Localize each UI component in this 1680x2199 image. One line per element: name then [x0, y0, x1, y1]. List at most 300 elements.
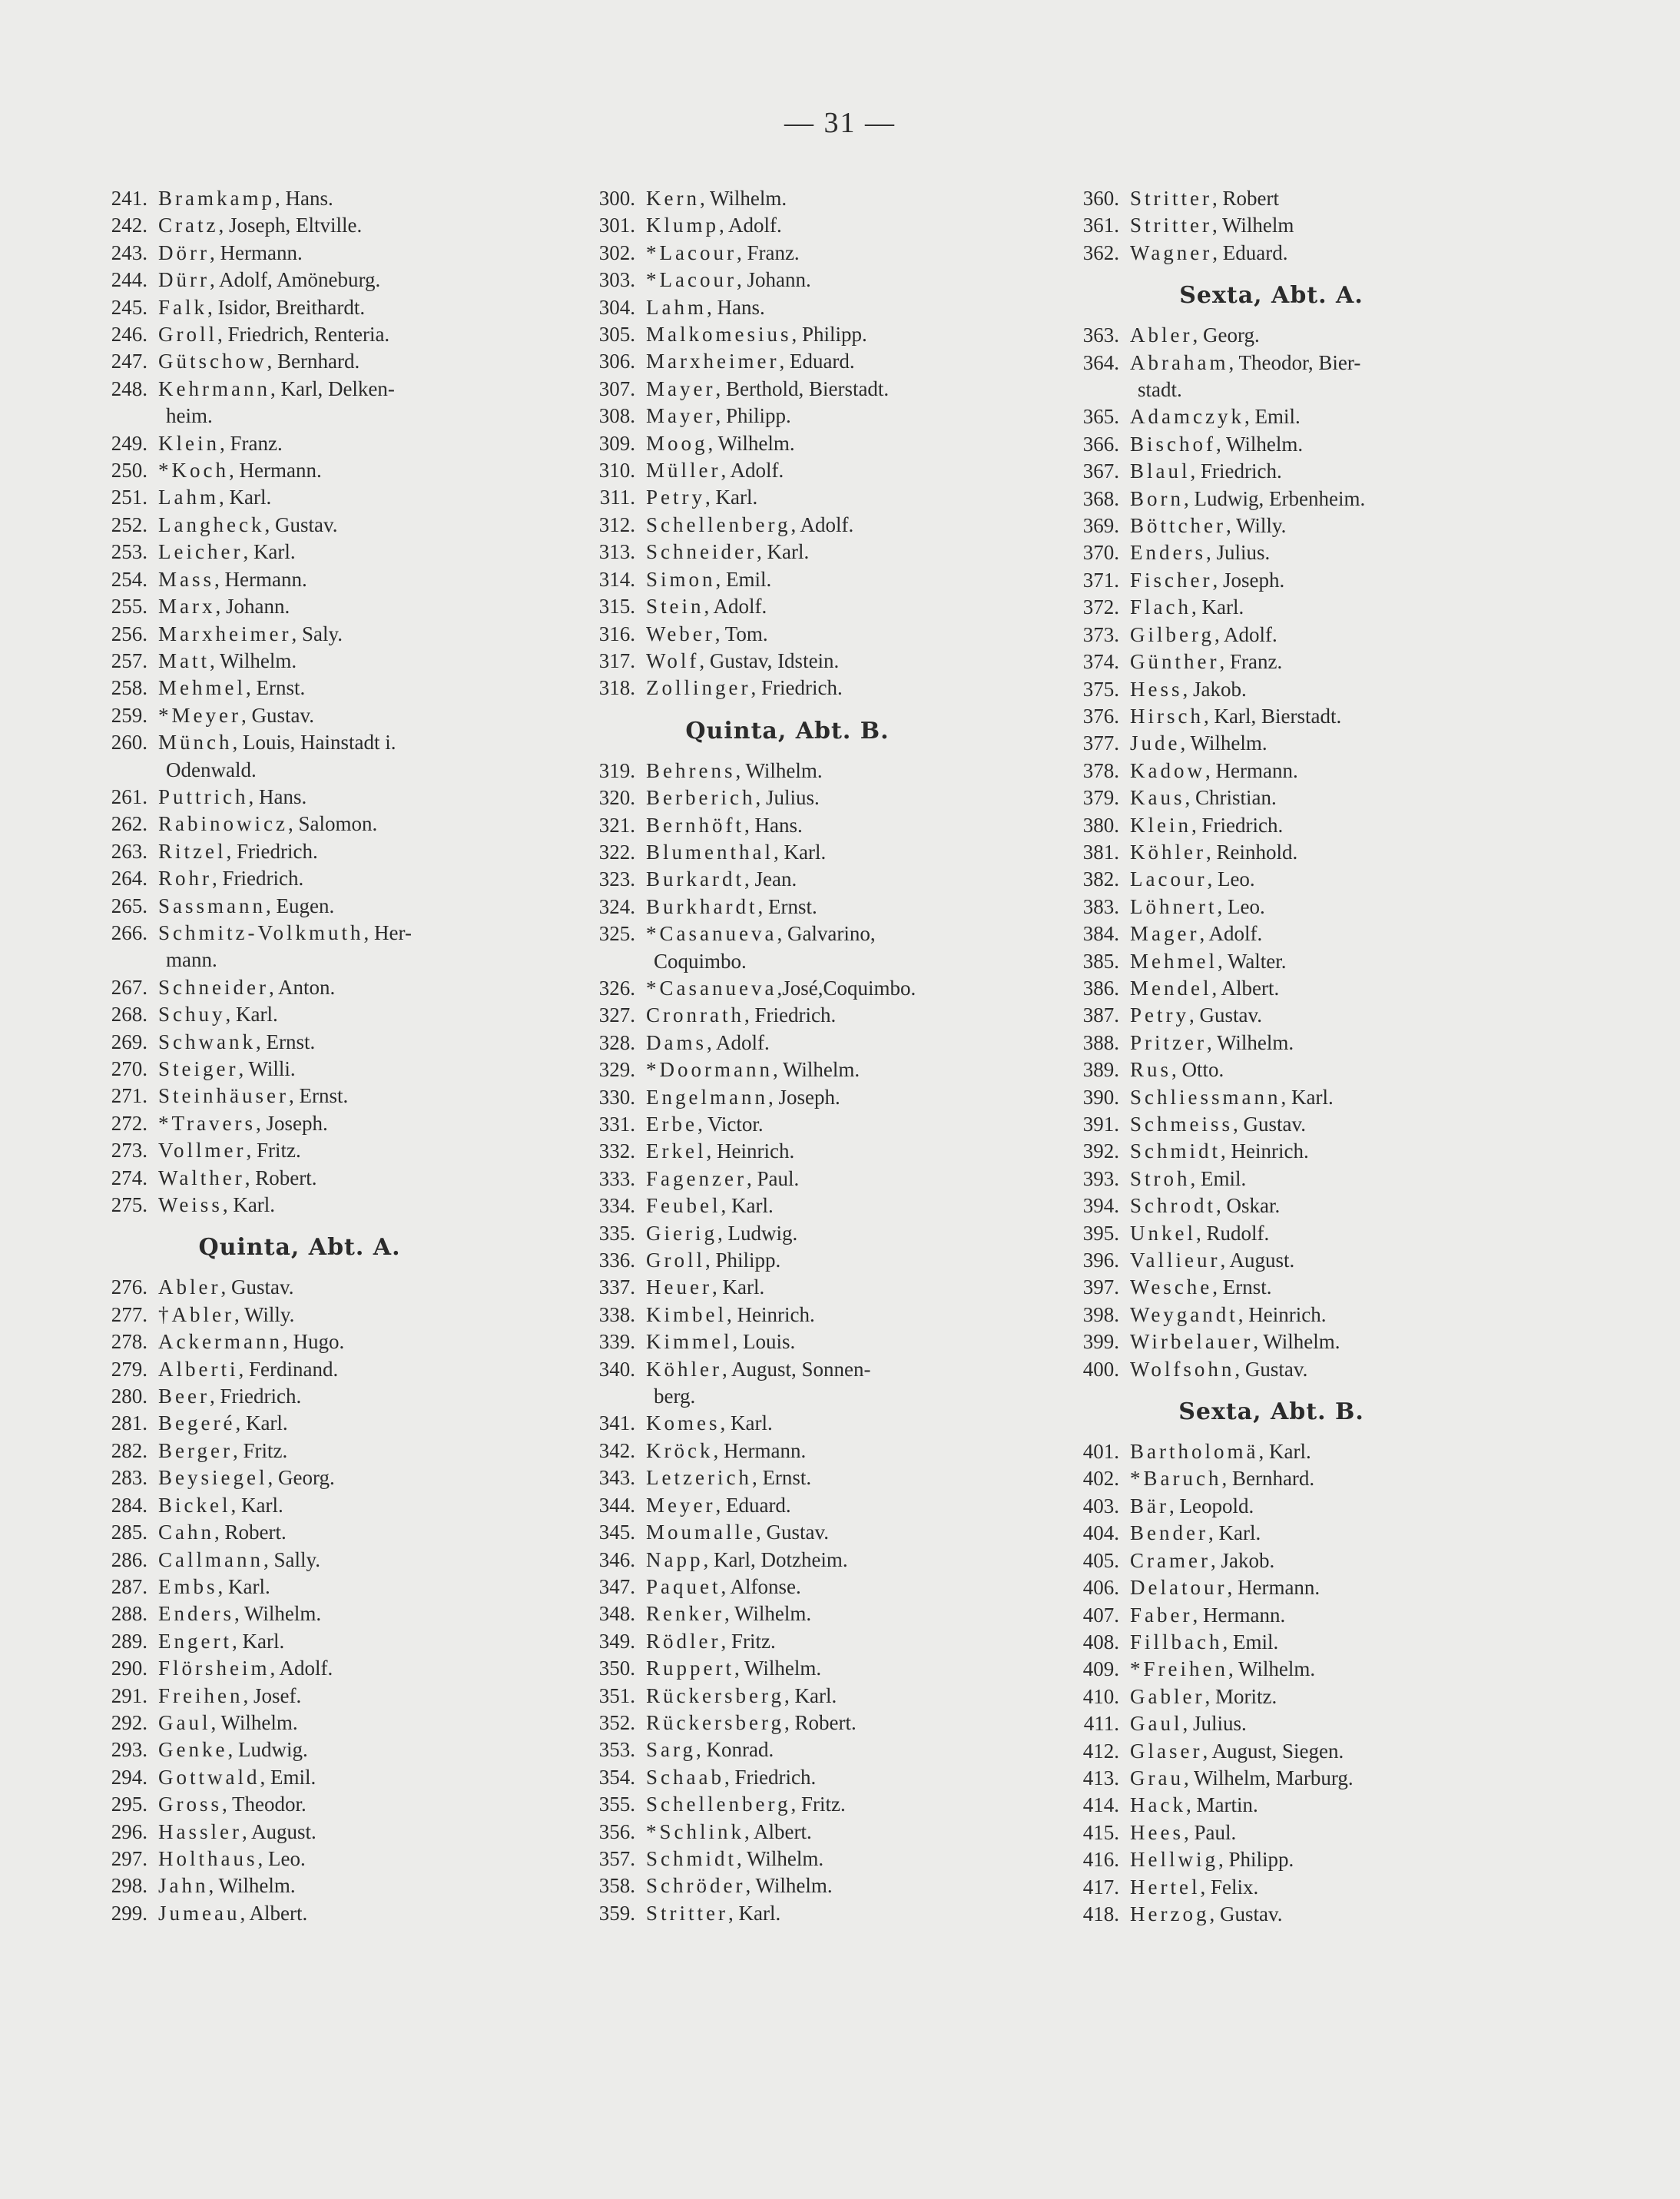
list-item: [84, 1464, 515, 1491]
entry-surname: Blaul: [1130, 459, 1191, 483]
entry-surname: Moog: [646, 431, 708, 455]
entry-number: 376.: [1082, 704, 1119, 728]
list-item: [1056, 1846, 1486, 1873]
list-item: [84, 376, 515, 403]
list-item: [84, 1600, 515, 1627]
entry-number: 312.: [598, 512, 635, 536]
entry-surname: Leicher: [158, 540, 244, 564]
list-item: [84, 1900, 515, 1927]
list-item: [572, 593, 1002, 620]
entry-surname: Groll: [158, 323, 217, 347]
list-item: [84, 1628, 515, 1655]
list-item: [572, 539, 1002, 566]
entry-details: , Wilhelm.: [737, 1846, 824, 1870]
entry-number: 373.: [1082, 622, 1119, 646]
entry-surname: Rückersberg: [646, 1710, 784, 1734]
list-item: [1056, 758, 1486, 784]
entry-details: , Wilhelm, Marburg.: [1183, 1766, 1354, 1789]
entry-surname: Adamczyk: [1130, 405, 1244, 429]
entry-details: , Robert.: [784, 1710, 857, 1734]
list-item: [84, 1872, 515, 1899]
entry-number: 387.: [1082, 1003, 1119, 1027]
entry-number: 357.: [598, 1846, 635, 1870]
entry-details: , Friedrich.: [226, 839, 318, 863]
entry-number: 382.: [1082, 867, 1119, 891]
list-item: [1056, 350, 1486, 376]
entry-details: , Ferdinand.: [238, 1357, 339, 1381]
entry-number: 297.: [111, 1846, 147, 1870]
entry-surname: Löhnert: [1130, 894, 1218, 918]
entry-details: , Anton.: [268, 975, 336, 999]
list-item: [1056, 1901, 1486, 1928]
entry-details: , Heinrich.: [1221, 1139, 1309, 1163]
entry-details: , Hermann.: [1204, 758, 1298, 782]
list-item: [572, 894, 1002, 920]
entry-details: , Ludwig.: [227, 1738, 308, 1762]
entry-surname: Ritzel: [158, 839, 227, 863]
entry-number: 403.: [1082, 1494, 1119, 1517]
list-item: [1056, 1166, 1486, 1192]
entry-surname: Napp: [646, 1547, 704, 1571]
entry-details: , Gustav.: [240, 703, 314, 727]
entry-surname: Groll: [646, 1249, 705, 1272]
list-item: [84, 1356, 515, 1383]
entry-number: 349.: [598, 1629, 635, 1653]
entry-number: 372.: [1082, 595, 1119, 619]
entry-number: 380.: [1082, 813, 1119, 837]
entry-details: , Wilhelm.: [208, 1874, 296, 1898]
entry-number: 296.: [111, 1819, 147, 1843]
entry-surname: Wesche: [1130, 1275, 1213, 1299]
entry-surname: Renker: [646, 1602, 724, 1626]
entry-details: , Adolf.: [1214, 622, 1277, 646]
list-item: [572, 294, 1002, 321]
entry-surname: Kadow: [1130, 758, 1205, 782]
list-item: [572, 1683, 1002, 1710]
entry-surname: *Casanueva: [646, 922, 777, 946]
entry-details: , Joseph, Eltville.: [218, 214, 363, 237]
entry-surname: Gütschow: [158, 350, 267, 373]
entry-details: , Jakob.: [1182, 677, 1247, 701]
entry-surname: Marx: [158, 595, 216, 619]
entry-number: 347.: [598, 1574, 635, 1598]
entry-surname: Grau: [1130, 1766, 1184, 1789]
list-item: [84, 1791, 515, 1818]
entry-details: , Friedrich.: [212, 867, 304, 891]
list-item: [572, 784, 1002, 811]
list-item: [572, 1356, 1002, 1383]
entry-details: , Ernst.: [245, 676, 306, 700]
entry-details: , Moritz.: [1204, 1684, 1277, 1708]
entry-surname: Paquet: [646, 1574, 721, 1598]
entry-details: , Ernst.: [1212, 1275, 1272, 1299]
entry-surname: Unkel: [1130, 1221, 1196, 1245]
entry-surname: Schmeiss: [1130, 1113, 1234, 1136]
list-item: [84, 1846, 515, 1872]
entry-details: , Karl, Delken-: [270, 376, 395, 400]
entry-details: , Leo.: [1207, 867, 1255, 891]
list-item: [572, 758, 1002, 784]
list-item: [1056, 486, 1486, 512]
entry-details: , Wilhelm: [1212, 214, 1294, 237]
entry-surname: Berberich: [646, 786, 756, 810]
entry-surname: Mehmel: [158, 676, 246, 700]
entry-surname: Abler: [158, 1275, 221, 1299]
list-item: [1056, 567, 1486, 594]
list-item: [572, 1872, 1002, 1899]
entry-details: , Adolf.: [721, 459, 784, 483]
entry-details: , August.: [1220, 1249, 1295, 1272]
entry-details: , Emil.: [1244, 405, 1301, 429]
entry-number: 243.: [111, 240, 147, 264]
entry-details: , Friedrich.: [724, 1765, 817, 1789]
entry-number: 310.: [598, 459, 635, 483]
entry-number: 286.: [111, 1547, 147, 1571]
entry-number: 405.: [1082, 1548, 1119, 1572]
entry-surname: Hirsch: [1130, 704, 1204, 728]
list-item: [572, 1846, 1002, 1872]
list-item: [572, 1492, 1002, 1519]
entry-details: , Wilhelm.: [210, 648, 297, 672]
entry-number: 280.: [111, 1385, 147, 1408]
entry-surname: Jumeau: [158, 1901, 240, 1925]
entry-surname: Bischof: [1130, 432, 1216, 456]
section-heading: Quinta, Abt. B.: [685, 717, 890, 745]
entry-number: 256.: [111, 622, 147, 645]
list-item: [84, 729, 515, 756]
entry-surname: Puttrich: [158, 784, 249, 808]
entry-surname: Flach: [1130, 595, 1191, 619]
list-item: [572, 267, 1002, 294]
entry-number: 336.: [598, 1249, 635, 1272]
list-item: [572, 1736, 1002, 1763]
list-item: [572, 1410, 1002, 1437]
entry-number: 417.: [1082, 1875, 1119, 1899]
list-item: [572, 484, 1002, 511]
list-item: [1056, 622, 1486, 648]
list-item: [572, 920, 1002, 947]
entry-surname: Münch: [158, 731, 233, 755]
entry-number: 337.: [598, 1275, 635, 1299]
list-item: [84, 1438, 515, 1464]
entry-number: 309.: [598, 431, 635, 455]
list-item: [1056, 1738, 1486, 1765]
entry-surname: Steiger: [158, 1057, 239, 1080]
list-item: [572, 1056, 1002, 1083]
entry-number: 273.: [111, 1139, 147, 1163]
entry-number: 359.: [598, 1901, 635, 1925]
entry-details: , Sally.: [263, 1547, 320, 1571]
entry-details: , Wilhelm.: [734, 1657, 822, 1680]
list-item: [572, 975, 1002, 1002]
list-item: [84, 294, 515, 321]
entry-details: , Wilhelm.: [1180, 731, 1267, 755]
entry-surname: Klump: [646, 214, 720, 237]
entry-details: , Karl.: [756, 540, 810, 564]
list-item: [1056, 1465, 1486, 1492]
entry-surname: Schellenberg: [646, 1793, 791, 1816]
entry-details: , Wilhelm.: [1206, 1030, 1294, 1054]
list-item: [572, 1247, 1002, 1274]
entry-number: 295.: [111, 1793, 147, 1816]
entry-details: , Friedrich, Renteria.: [217, 323, 390, 347]
entry-number: 360.: [1082, 187, 1119, 210]
entry-number: 248.: [111, 376, 147, 400]
entry-number: 345.: [598, 1521, 635, 1544]
entry-details: , Philipp.: [715, 404, 791, 428]
entry-details: , Fritz.: [246, 1139, 301, 1163]
entry-surname: Klein: [158, 431, 220, 455]
entry-number: 319.: [598, 758, 635, 782]
entry-details: , August, Siegen.: [1202, 1739, 1344, 1763]
entry-number: 340.: [598, 1357, 635, 1381]
list-item: [1056, 1002, 1486, 1029]
entry-surname: Ackermann: [158, 1330, 283, 1354]
entry-surname: *Baruch: [1130, 1467, 1222, 1491]
entry-number: 379.: [1082, 786, 1119, 810]
entry-details: , Leo.: [1217, 894, 1265, 918]
list-item: [1056, 1328, 1486, 1355]
entry-details: , Fritz.: [721, 1629, 776, 1653]
entry-surname: Köhler: [1130, 840, 1206, 864]
entry-number: 305.: [598, 323, 635, 347]
list-item: [1056, 1710, 1486, 1737]
entry-number: 314.: [598, 567, 635, 591]
entry-number: 320.: [598, 786, 635, 810]
entry-number: 316.: [598, 622, 635, 645]
entry-number: 313.: [598, 540, 635, 564]
entry-surname: Gaul: [1130, 1712, 1183, 1736]
entry-surname: Gierig: [646, 1221, 717, 1245]
entry-details: , Karl.: [218, 486, 272, 509]
entry-number: 303.: [598, 268, 635, 292]
list-item: [84, 430, 515, 457]
entry-number: 292.: [111, 1710, 147, 1734]
entry-number: 381.: [1082, 840, 1119, 864]
entry-details: , Hermann.: [1227, 1576, 1320, 1600]
entry-surname: Marxheimer: [646, 350, 780, 373]
entry-details: , Theodor.: [222, 1793, 307, 1816]
entry-details: , Karl.: [231, 1629, 285, 1653]
list-item: [84, 457, 515, 484]
entry-details: , Franz.: [1219, 650, 1283, 674]
entry-number: 348.: [598, 1602, 635, 1626]
entry-details: , Wilhelm.: [745, 1874, 833, 1898]
entry-details: , Karl.: [1281, 1085, 1334, 1109]
entry-number: 285.: [111, 1521, 147, 1544]
entry-details: , Louis, Hainstadt i.: [232, 731, 396, 755]
entry-continuation: mann.: [166, 948, 217, 972]
entry-details: , Karl.: [728, 1901, 781, 1925]
entry-number: 294.: [111, 1765, 147, 1789]
entry-number: 283.: [111, 1466, 147, 1490]
list-item: [84, 593, 515, 620]
entry-details: , Adolf.: [1199, 922, 1263, 946]
entry-surname: Rödler: [646, 1629, 721, 1653]
entry-surname: Klein: [1130, 813, 1191, 837]
entry-number: 269.: [111, 1030, 147, 1053]
entry-details: , Hermann.: [713, 1438, 807, 1462]
entry-details: , Robert: [1212, 187, 1279, 210]
entry-surname: Mayer: [646, 376, 716, 400]
entry-surname: Mehmel: [1130, 949, 1218, 973]
entry-details: , Walter.: [1217, 949, 1287, 973]
entry-surname: Petry: [646, 486, 705, 509]
entry-number: 271.: [111, 1084, 147, 1108]
entry-surname: Bernhöft: [646, 813, 744, 837]
entry-number: 383.: [1082, 894, 1119, 918]
entry-number: 284.: [111, 1493, 147, 1517]
entry-details: , Jakob.: [1210, 1548, 1275, 1572]
entry-surname: Cronrath: [646, 1003, 744, 1027]
entry-surname: Zollinger: [646, 676, 751, 700]
entry-number: 317.: [598, 648, 635, 672]
entry-details: , Joseph.: [1212, 568, 1285, 592]
entry-number: 255.: [111, 595, 147, 619]
entry-details: , Friedrich.: [751, 676, 843, 700]
entry-details: , Karl.: [217, 1574, 270, 1598]
entry-details: , Karl.: [243, 540, 296, 564]
list-item: [84, 1274, 515, 1301]
entry-details: , Hermann.: [209, 240, 303, 264]
entry-number: 327.: [598, 1003, 635, 1027]
entry-details: , Julius.: [1205, 541, 1271, 565]
entry-surname: Kaus: [1130, 786, 1185, 810]
entry-surname: Schmidt: [646, 1846, 737, 1870]
section-heading: Sexta, Abt. A.: [1179, 282, 1364, 310]
entry-details: , Willy.: [1225, 514, 1287, 538]
entry-number: 260.: [111, 731, 147, 755]
entry-surname: *Lacour: [646, 240, 737, 264]
list-item: [1056, 212, 1486, 239]
list-item: [1056, 703, 1486, 730]
entry-number: 364.: [1082, 350, 1119, 374]
entry-surname: Alberti: [158, 1357, 239, 1381]
page-number: — 31 —: [784, 107, 896, 139]
entry-details: , Christian.: [1185, 786, 1277, 810]
entry-surname: Letzerich: [646, 1466, 752, 1490]
entry-surname: Dams: [646, 1030, 707, 1054]
entry-details: , Hugo.: [282, 1330, 345, 1354]
list-item: [1056, 322, 1486, 349]
entry-surname: Gaul: [158, 1710, 211, 1734]
entry-surname: Erkel: [646, 1139, 707, 1163]
list-item: [84, 1736, 515, 1763]
entry-details: , Franz.: [220, 431, 283, 455]
entry-number: 282.: [111, 1438, 147, 1462]
entry-details: , Philipp.: [791, 323, 867, 347]
entry-number: 404.: [1082, 1521, 1119, 1545]
entry-details: , Heinrich.: [706, 1139, 795, 1163]
entry-surname: Engert: [158, 1629, 232, 1653]
entry-number: 276.: [111, 1275, 147, 1299]
entry-details: , Eduard.: [779, 350, 855, 373]
entry-surname: Stritter: [1130, 214, 1212, 237]
entry-details: , Oskar.: [1216, 1194, 1281, 1218]
entry-number: 386.: [1082, 976, 1119, 1000]
entry-number: 391.: [1082, 1113, 1119, 1136]
list-item: [572, 1464, 1002, 1491]
entry-surname: Lahm: [158, 486, 219, 509]
entry-surname: Rus: [1130, 1058, 1172, 1082]
list-item: [84, 348, 515, 375]
list-item: [572, 1030, 1002, 1056]
entry-surname: Steinhäuser: [158, 1084, 289, 1108]
list-item: [84, 212, 515, 239]
entry-number: 412.: [1082, 1739, 1119, 1763]
entry-number: 318.: [598, 676, 635, 700]
column-2: [572, 185, 1002, 1927]
list-item: [84, 1083, 515, 1109]
entry-surname: Holthaus: [158, 1846, 258, 1870]
entry-surname: Lahm: [646, 295, 707, 319]
list-item: [84, 648, 515, 675]
entry-details: , Julius.: [755, 786, 820, 810]
list-item: [1056, 920, 1486, 947]
entry-number: 351.: [598, 1683, 635, 1707]
entry-number: 315.: [598, 595, 635, 619]
list-item: [1056, 1302, 1486, 1328]
list-item: [572, 1220, 1002, 1247]
entry-surname: Marxheimer: [158, 622, 292, 645]
entry-details: , Otto.: [1171, 1058, 1224, 1082]
entry-details: , Karl.: [721, 1194, 774, 1218]
entry-details: , Friedrich.: [209, 1385, 302, 1408]
entry-details: , Johann.: [736, 268, 811, 292]
entry-details: , Louis.: [732, 1330, 796, 1354]
entry-details: , Hermann.: [228, 459, 322, 483]
entry-number: 322.: [598, 840, 635, 864]
entry-number: 250.: [111, 459, 147, 483]
entry-continuation: berg.: [654, 1385, 696, 1408]
entry-surname: Mayer: [646, 404, 716, 428]
entry-details: , Karl.: [1258, 1440, 1311, 1464]
entry-number: 289.: [111, 1629, 147, 1653]
entry-details: , Ludwig, Erbenheim.: [1184, 486, 1366, 510]
entry-surname: Petry: [1130, 1003, 1189, 1027]
entry-number: 302.: [598, 240, 635, 264]
entry-details: , Wilhelm.: [234, 1602, 322, 1626]
entry-surname: Böttcher: [1130, 514, 1226, 538]
entry-surname: Kimbel: [646, 1302, 727, 1326]
entry-number: 395.: [1082, 1221, 1119, 1245]
entry-surname: Bär: [1130, 1494, 1169, 1517]
list-item: [572, 1519, 1002, 1546]
list-item: [1056, 1030, 1486, 1056]
entry-number: 265.: [111, 894, 147, 917]
entry-number: 343.: [598, 1466, 635, 1490]
list-item: [1056, 1547, 1486, 1574]
entry-details: , Ernst.: [751, 1466, 812, 1490]
entry-details: , Wilhelm.: [772, 1058, 860, 1082]
entry-number: 344.: [598, 1493, 635, 1517]
entry-number: 301.: [598, 214, 635, 237]
list-item: [84, 1328, 515, 1355]
entry-number: 353.: [598, 1738, 635, 1762]
list-item: [1056, 403, 1486, 430]
entry-number: 254.: [111, 567, 147, 591]
entry-surname: Wolf: [646, 648, 700, 672]
entry-number: 397.: [1082, 1275, 1119, 1299]
list-item: [572, 212, 1002, 239]
entry-details: , Berthold, Bierstadt.: [715, 376, 890, 400]
entry-number: 393.: [1082, 1166, 1119, 1190]
entry-details: , Adolf.: [270, 1657, 333, 1680]
entry-details: , Gustav.: [1189, 1003, 1262, 1027]
list-item: [572, 812, 1002, 839]
entry-number: 385.: [1082, 949, 1119, 973]
entry-surname: †Abler: [158, 1302, 234, 1326]
